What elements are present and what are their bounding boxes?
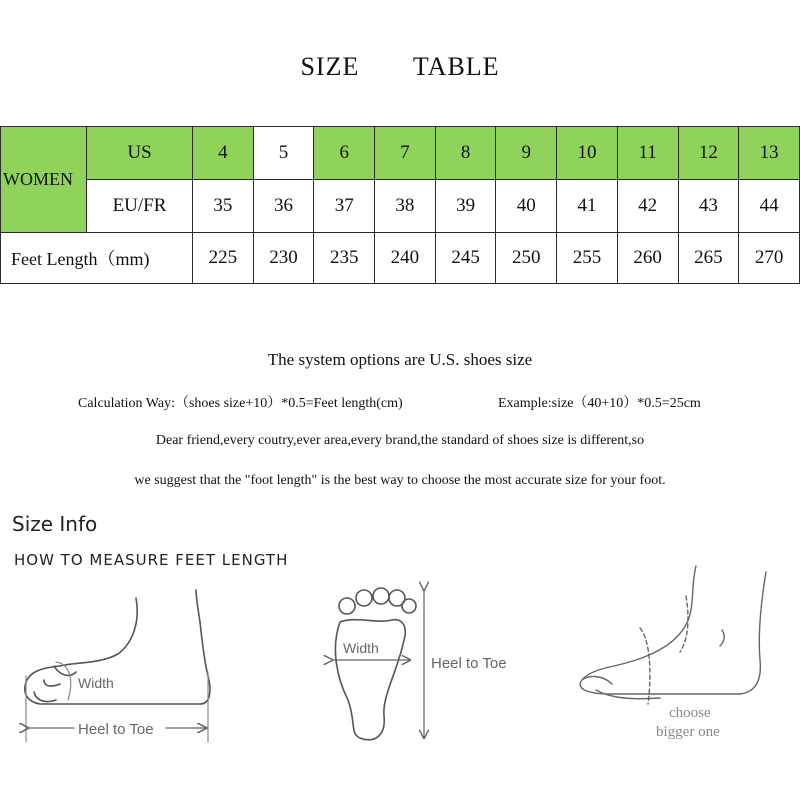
eu-size-cell: 35 <box>193 180 254 233</box>
how-to-measure-heading: HOW TO MEASURE FEET LENGTH <box>14 551 289 569</box>
side-width-label: Width <box>78 675 114 691</box>
example-note: Example:size（40+10）*0.5=25cm <box>498 396 701 411</box>
feet-length-cell: 255 <box>557 233 618 284</box>
side-foot-illustration <box>25 590 210 742</box>
eu-size-cell: 40 <box>496 180 557 233</box>
feet-length-cell: 260 <box>617 233 678 284</box>
eu-size-cell: 43 <box>678 180 739 233</box>
eu-size-cell: 37 <box>314 180 375 233</box>
us-size-cell: 11 <box>617 127 678 180</box>
size-info-heading: Size Info <box>12 512 98 536</box>
system-note: The system options are U.S. shoes size <box>267 350 533 369</box>
feet-length-cell: 265 <box>678 233 739 284</box>
size-table <box>0 126 800 284</box>
eu-size-cell: 36 <box>253 180 314 233</box>
table-row-eu <box>1 180 800 233</box>
choose-label: choose <box>669 705 711 721</box>
feet-length-cell: 250 <box>496 233 557 284</box>
feet-length-cell: 235 <box>314 233 375 284</box>
sole-width-label: Width <box>343 640 379 656</box>
eu-label: EU/FR <box>87 180 193 233</box>
side-heel-to-toe-label: Heel to Toe <box>78 721 154 738</box>
us-size-cell: 4 <box>193 127 254 180</box>
feet-length-cell: 270 <box>739 233 800 284</box>
table-row-us <box>1 127 800 180</box>
measure-diagrams <box>0 560 800 800</box>
us-label: US <box>87 127 193 180</box>
sole-foot-illustration <box>332 588 424 740</box>
feet-length-label: Feet Length（mm) <box>1 233 193 284</box>
page-title: SIZE TABLE <box>300 52 500 81</box>
table-row-feet-length <box>1 233 800 284</box>
feet-length-cell: 240 <box>375 233 436 284</box>
calculation-note: Calculation Way:（shoes size+10）*0.5=Feet length(cm) <box>78 396 403 411</box>
us-size-cell: 5 <box>253 127 314 180</box>
feet-length-cell: 225 <box>193 233 254 284</box>
eu-size-cell: 42 <box>617 180 678 233</box>
suggestion-note: we suggest that the "foot length" is the best way to choose the most accurate size for your foot. <box>134 473 666 488</box>
eu-size-cell: 44 <box>739 180 800 233</box>
us-size-cell: 13 <box>739 127 800 180</box>
bigger-one-label: bigger one <box>656 724 720 740</box>
eu-size-cell: 39 <box>435 180 496 233</box>
women-label: WOMEN <box>1 127 87 233</box>
us-size-cell: 10 <box>557 127 618 180</box>
dear-friend-note: Dear friend,every coutry,ever area,every brand,the standard of shoes size is different,so <box>155 433 645 448</box>
us-size-cell: 7 <box>375 127 436 180</box>
eu-size-cell: 38 <box>375 180 436 233</box>
feet-length-cell: 230 <box>253 233 314 284</box>
sole-heel-to-toe-label: Heel to Toe <box>431 655 507 672</box>
us-size-cell: 9 <box>496 127 557 180</box>
us-size-cell: 12 <box>678 127 739 180</box>
us-size-cell: 6 <box>314 127 375 180</box>
eu-size-cell: 41 <box>557 180 618 233</box>
feet-length-cell: 245 <box>435 233 496 284</box>
choose-bigger-foot-illustration <box>580 566 766 704</box>
us-size-cell: 8 <box>435 127 496 180</box>
